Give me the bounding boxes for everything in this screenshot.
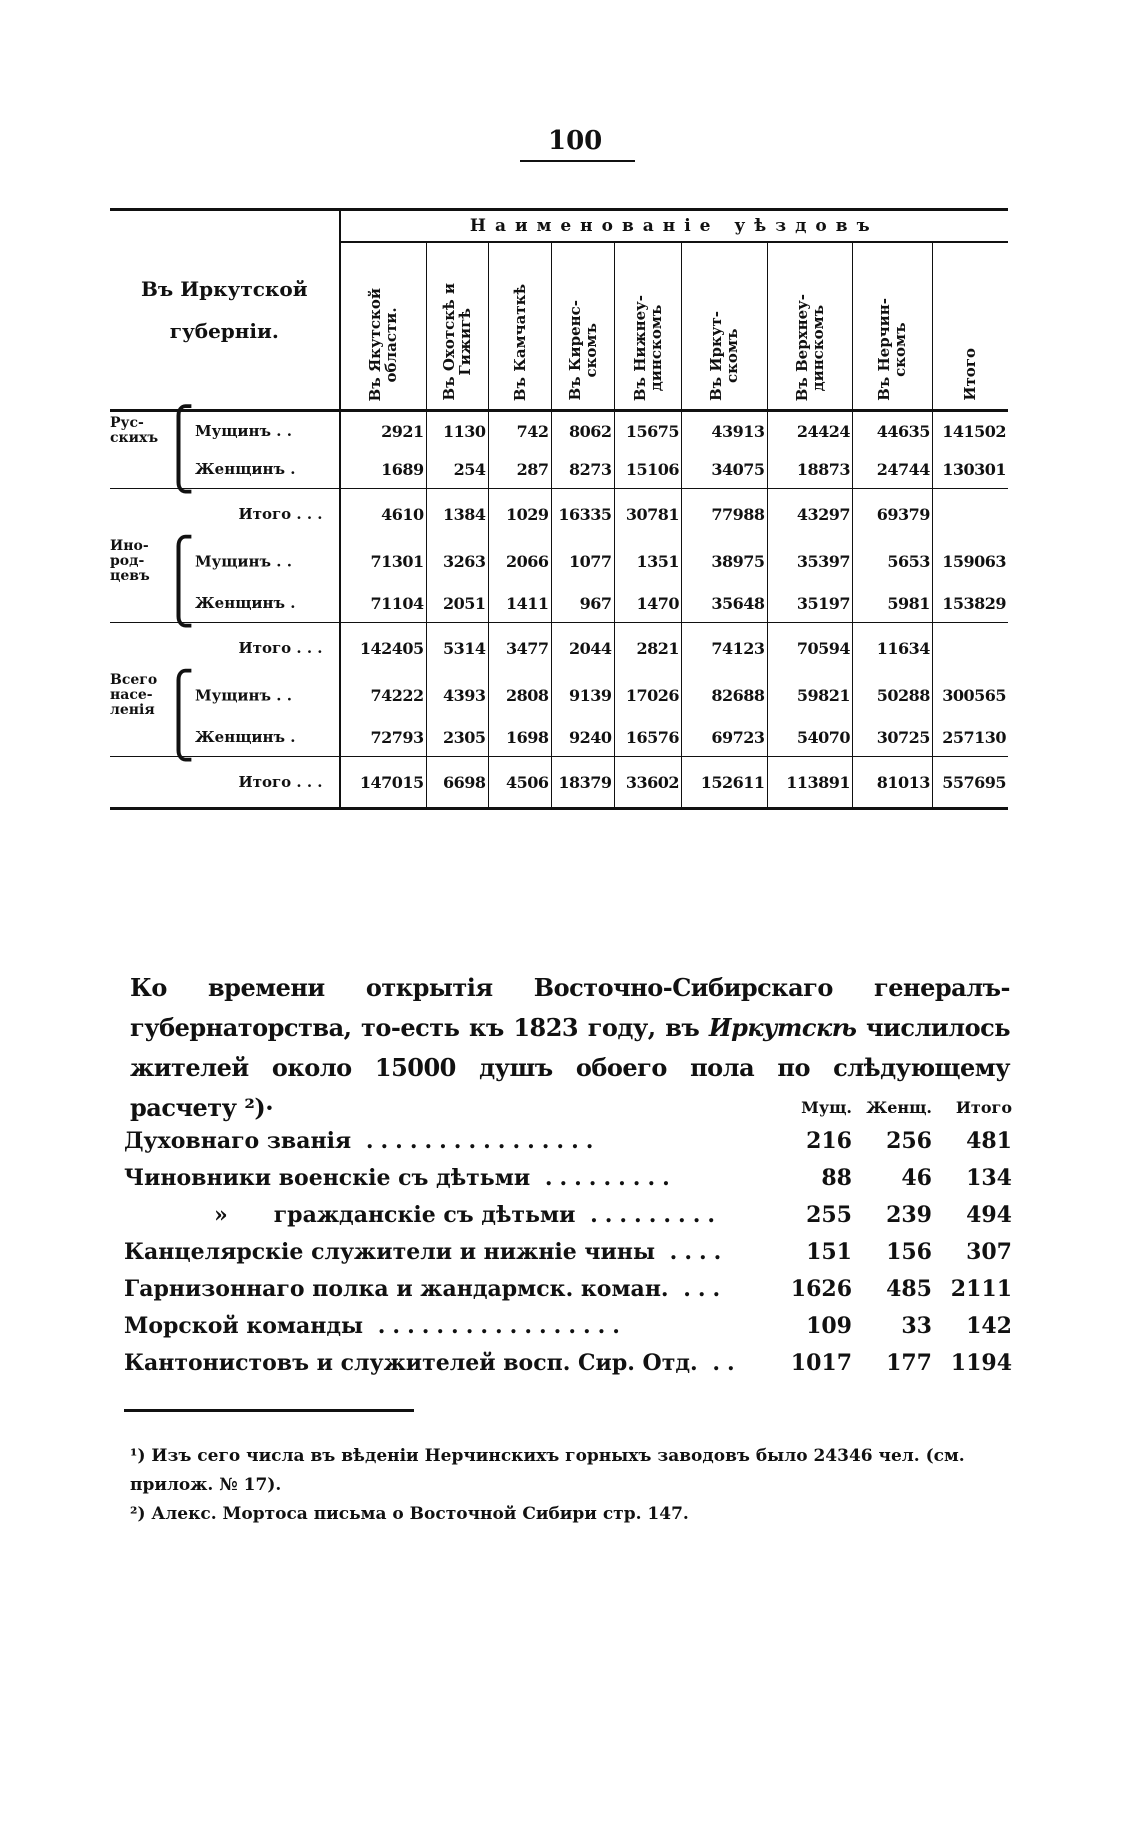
total-cell: 6698 xyxy=(426,757,488,809)
table-cell: 54070 xyxy=(767,718,853,757)
dist-header-total: Итого xyxy=(955,1097,1012,1117)
column-header-label: Итого xyxy=(961,348,980,401)
table-cell: 15106 xyxy=(614,450,682,489)
table-cell: 4393 xyxy=(426,673,488,718)
total-cell: 2044 xyxy=(551,623,614,674)
paragraph-italic: Иркутскѣ xyxy=(708,1013,857,1042)
table-cell: 24424 xyxy=(767,411,853,451)
sex-label: Мущинъ . . xyxy=(195,422,292,440)
total-cell: 74123 xyxy=(682,623,768,674)
table-cell: 35648 xyxy=(682,584,768,623)
dist-category xyxy=(124,1307,772,1344)
paragraph-text-a: Ко времени открытія Восточно-Сибирскаго генералъ-губернаторства, то-есть къ 1823 году, въ xyxy=(130,973,1010,1042)
dist-row xyxy=(124,1344,1012,1381)
dist-women: 256 xyxy=(886,1127,932,1154)
dot-leader: .... xyxy=(655,1238,729,1265)
dist-total: 307 xyxy=(966,1238,1012,1265)
total-cell: 142405 xyxy=(340,623,427,674)
dist-category-label: Канцелярскіе служители и нижніе чины xyxy=(124,1238,656,1265)
table-cell: 82688 xyxy=(682,673,768,718)
total-cell: 3477 xyxy=(488,623,551,674)
column-header xyxy=(340,242,427,411)
table-cell: 130301 xyxy=(932,450,1008,489)
total-cell: 4610 xyxy=(340,489,427,540)
table-row xyxy=(110,539,1008,584)
group-label: Ино- род- цевъ xyxy=(110,538,150,584)
dist-women: 33 xyxy=(901,1312,932,1339)
footnote-2-text: Алекс. Мортоса письма о Восточной Сибири стр. 147. xyxy=(151,1504,689,1524)
total-label: Итого . . . xyxy=(110,623,340,674)
dist-category xyxy=(124,1196,772,1233)
table-cell: 44635 xyxy=(853,411,933,451)
sex-label: Женщинъ . xyxy=(195,728,296,746)
dot-leader: ................. xyxy=(363,1312,627,1339)
table-cell: 254 xyxy=(426,450,488,489)
footnote-rule xyxy=(124,1409,414,1412)
table-cell: 1077 xyxy=(551,539,614,584)
table-cell: 300565 xyxy=(932,673,1008,718)
dist-header-men: Мущ. xyxy=(801,1097,852,1117)
total-cell: 113891 xyxy=(767,757,853,809)
page-number-rule xyxy=(520,160,635,162)
dist-row xyxy=(124,1196,1012,1233)
table-cell: 3263 xyxy=(426,539,488,584)
census-table xyxy=(110,208,1008,810)
sex-label: Женщинъ . xyxy=(195,594,296,612)
table-header: Наименованіе уѣздовъ xyxy=(340,210,1008,243)
table-cell: 141502 xyxy=(932,411,1008,451)
dist-category-label: Гарнизоннаго полка и жандармск. коман. xyxy=(124,1275,669,1302)
table-cell: 74222 xyxy=(340,673,427,718)
corner-title-line2: губерніи. xyxy=(169,319,279,343)
dist-category-label: Морской команды xyxy=(124,1312,364,1339)
table-cell: 5981 xyxy=(853,584,933,623)
table-cell: 72793 xyxy=(340,718,427,757)
sex-label: Мущинъ . . xyxy=(195,552,292,571)
row-label xyxy=(110,535,340,587)
dist-total: 134 xyxy=(966,1164,1012,1191)
column-header-label: Въ Якутской области. xyxy=(366,287,401,401)
dist-row xyxy=(124,1122,1012,1159)
sex-label: Мущинъ . . xyxy=(195,686,292,705)
column-header-label: Въ Киренс- скомъ xyxy=(565,300,600,401)
dist-men: 151 xyxy=(806,1238,852,1265)
row-label xyxy=(110,711,340,762)
table-cell: 153829 xyxy=(932,584,1008,623)
dist-men: 1626 xyxy=(790,1275,852,1302)
page-number: 100 xyxy=(548,126,603,156)
brace-glyph: ⎩ xyxy=(162,577,195,628)
table-cell: 71104 xyxy=(340,584,427,623)
brace-glyph: ⎩ xyxy=(162,711,195,762)
table-cell: 5653 xyxy=(853,539,933,584)
table-cell: 9240 xyxy=(551,718,614,757)
dist-row xyxy=(124,1159,1012,1196)
column-header-label: Въ Камчаткѣ xyxy=(510,283,529,401)
total-cell xyxy=(932,489,1008,540)
distribution-table xyxy=(124,1092,1012,1381)
dist-women: 485 xyxy=(886,1275,932,1302)
dot-leader: .. xyxy=(697,1349,742,1376)
table-cell: 43913 xyxy=(682,411,768,451)
table-cell: 15675 xyxy=(614,411,682,451)
total-cell: 152611 xyxy=(682,757,768,809)
dot-leader: ......... xyxy=(530,1164,677,1191)
dist-category xyxy=(124,1344,772,1381)
table-cell: 71301 xyxy=(340,539,427,584)
dist-women: 177 xyxy=(886,1349,932,1376)
total-cell: 43297 xyxy=(767,489,853,540)
table-cell: 2808 xyxy=(488,673,551,718)
table-cell: 1411 xyxy=(488,584,551,623)
footnote-2 xyxy=(130,1500,1010,1529)
total-cell: 1384 xyxy=(426,489,488,540)
paragraph-text-b: числилось жителей около 15000 душъ обоего пола по слѣдующему расчету ²)· xyxy=(130,1013,1011,1122)
dist-category-label: Чиновники военскіе съ дѣтьми xyxy=(124,1164,531,1191)
dist-category-label: » гражданскіе съ дѣтьми xyxy=(214,1201,576,1228)
brace-glyph: ⎧ xyxy=(162,405,195,456)
table-cell: 967 xyxy=(551,584,614,623)
row-label xyxy=(110,443,340,494)
table-cell: 1130 xyxy=(426,411,488,451)
table-cell: 50288 xyxy=(853,673,933,718)
table-cell: 8273 xyxy=(551,450,614,489)
dist-women: 239 xyxy=(886,1201,932,1228)
dist-row xyxy=(124,1307,1012,1344)
total-cell: 18379 xyxy=(551,757,614,809)
column-header xyxy=(614,242,682,411)
table-cell: 742 xyxy=(488,411,551,451)
table-cell: 16576 xyxy=(614,718,682,757)
total-cell: 77988 xyxy=(682,489,768,540)
total-cell: 81013 xyxy=(853,757,933,809)
row-label xyxy=(110,405,340,456)
brace-glyph: ⎧ xyxy=(162,535,195,587)
table-cell: 287 xyxy=(488,450,551,489)
total-label: Итого . . . xyxy=(110,757,340,809)
column-header xyxy=(426,242,488,411)
footnote-1-marker: ¹) xyxy=(130,1446,146,1466)
dist-total: 2111 xyxy=(950,1275,1012,1302)
total-row xyxy=(110,757,1008,809)
footnote-2-marker: ²) xyxy=(130,1504,146,1524)
column-header xyxy=(488,242,551,411)
dot-leader: ... xyxy=(668,1275,728,1302)
table-cell: 1698 xyxy=(488,718,551,757)
table-cell: 257130 xyxy=(932,718,1008,757)
table-cell: 2066 xyxy=(488,539,551,584)
dist-men: 255 xyxy=(806,1201,852,1228)
dist-category-label: Кантонистовъ и служителей восп. Сир. Отд. xyxy=(124,1349,698,1376)
dot-leader: ................ xyxy=(351,1127,601,1154)
row-label xyxy=(110,669,340,721)
dist-women: 46 xyxy=(901,1164,932,1191)
total-cell: 11634 xyxy=(853,623,933,674)
dist-total: 494 xyxy=(966,1201,1012,1228)
row-label xyxy=(110,577,340,628)
table-corner-title xyxy=(110,210,340,411)
total-cell: 1029 xyxy=(488,489,551,540)
dist-category xyxy=(124,1233,772,1270)
dist-row xyxy=(124,1270,1012,1307)
dist-category xyxy=(124,1159,772,1196)
table-cell: 35197 xyxy=(767,584,853,623)
brace-glyph: ⎧ xyxy=(162,669,195,721)
table-row xyxy=(110,673,1008,718)
column-header xyxy=(932,242,1008,411)
footnote-1 xyxy=(130,1442,1010,1500)
table-cell: 69723 xyxy=(682,718,768,757)
table-cell: 17026 xyxy=(614,673,682,718)
dist-women: 156 xyxy=(886,1238,932,1265)
dist-category-label: Духовнаго званія xyxy=(124,1127,352,1154)
total-row xyxy=(110,623,1008,674)
total-cell xyxy=(932,623,1008,674)
table-cell: 159063 xyxy=(932,539,1008,584)
corner-title-line1: Въ Иркутской xyxy=(141,277,308,301)
group-label: Всего насе- ленія xyxy=(110,672,158,718)
table-cell: 30725 xyxy=(853,718,933,757)
dist-men: 1017 xyxy=(790,1349,852,1376)
total-cell: 70594 xyxy=(767,623,853,674)
footnotes xyxy=(130,1442,1010,1529)
table-cell: 9139 xyxy=(551,673,614,718)
table-cell: 38975 xyxy=(682,539,768,584)
column-header xyxy=(853,242,933,411)
dist-header-women: Женщ. xyxy=(866,1097,932,1117)
table-cell: 34075 xyxy=(682,450,768,489)
table-cell: 2305 xyxy=(426,718,488,757)
dist-total: 481 xyxy=(966,1127,1012,1154)
total-cell: 16335 xyxy=(551,489,614,540)
total-row xyxy=(110,489,1008,540)
sex-label: Женщинъ . xyxy=(195,460,296,478)
table-row xyxy=(110,450,1008,489)
dot-leader: ......... xyxy=(575,1201,723,1228)
table-cell: 2921 xyxy=(340,411,427,451)
total-label: Итого . . . xyxy=(110,489,340,540)
dist-total: 142 xyxy=(966,1312,1012,1339)
dist-men: 109 xyxy=(806,1312,852,1339)
group-label: Рус- скихъ xyxy=(110,415,159,446)
total-cell: 147015 xyxy=(340,757,427,809)
total-cell: 69379 xyxy=(853,489,933,540)
dist-category xyxy=(124,1270,772,1307)
column-header xyxy=(682,242,768,411)
dist-category xyxy=(124,1122,772,1159)
total-cell: 4506 xyxy=(488,757,551,809)
column-header-label: Въ Охотскѣ и Гижигѣ xyxy=(440,283,475,401)
table-cell: 24744 xyxy=(853,450,933,489)
column-header-label: Въ Иркут- скомъ xyxy=(707,310,742,401)
dist-total: 1194 xyxy=(950,1349,1012,1376)
total-cell: 557695 xyxy=(932,757,1008,809)
footnote-1-text: Изъ сего числа въ вѣденіи Нерчинскихъ горныхъ заводовъ было 24346 чел. (см. прилож. № 17). xyxy=(130,1446,965,1495)
dist-men: 216 xyxy=(806,1127,852,1154)
total-cell: 33602 xyxy=(614,757,682,809)
table-cell: 59821 xyxy=(767,673,853,718)
table-cell: 35397 xyxy=(767,539,853,584)
table-row xyxy=(110,411,1008,451)
dist-row xyxy=(124,1233,1012,1270)
column-header-label: Въ Верхнеу- динскомъ xyxy=(792,293,827,401)
table-cell: 8062 xyxy=(551,411,614,451)
table-cell: 2051 xyxy=(426,584,488,623)
table-cell: 18873 xyxy=(767,450,853,489)
total-cell: 30781 xyxy=(614,489,682,540)
table-row xyxy=(110,584,1008,623)
table-cell: 1351 xyxy=(614,539,682,584)
table-cell: 1470 xyxy=(614,584,682,623)
column-header-label: Въ Нижнеу- динскомъ xyxy=(630,294,665,401)
table-row xyxy=(110,718,1008,757)
column-header-label: Въ Нерчин- скомъ xyxy=(875,298,910,401)
total-cell: 5314 xyxy=(426,623,488,674)
total-cell: 2821 xyxy=(614,623,682,674)
table-cell: 1689 xyxy=(340,450,427,489)
column-header xyxy=(767,242,853,411)
dist-men: 88 xyxy=(821,1164,852,1191)
column-header xyxy=(551,242,614,411)
brace-glyph: ⎩ xyxy=(162,443,195,494)
